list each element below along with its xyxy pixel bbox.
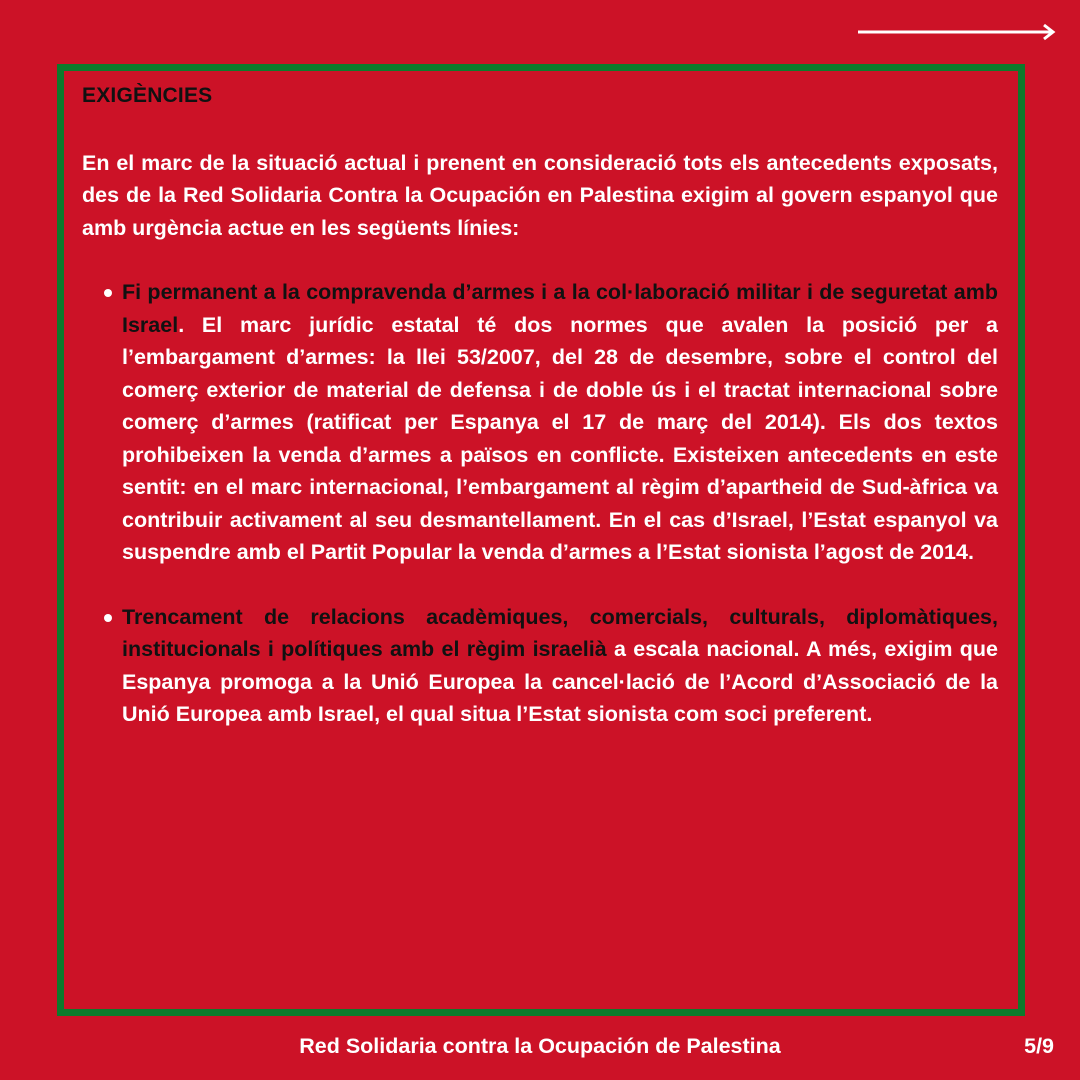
- bullet-icon: [104, 289, 112, 297]
- arrow-right-icon[interactable]: [858, 22, 1058, 42]
- list-item: [82, 601, 998, 731]
- demand-title: Trencament de relacions acadèmiques, comercials, culturals, diplomàtiques, institucionals i polítiques amb el règim israelià: [122, 604, 998, 661]
- intro-paragraph: En el marc de la situació actual i prenent en consideració tots els antecedents exposats, des de la Red Solidaria Contra la Ocupación en Palestina exigim al govern espanyol que amb urgència actue en les següents línies:: [82, 150, 998, 240]
- list-item: [82, 276, 998, 569]
- demand-body: a escala nacional. A més, exigim que Espanya promoga a la Unió Europea la cancel·lació de l’Acord d’Associació de la Unió Europea amb Israel, el qual situa l’Estat sionista com soci preferent.: [122, 637, 999, 726]
- demands-list: [82, 276, 998, 731]
- bullet-icon: [104, 614, 112, 622]
- demand-title: Fi permanent a la compravenda d’armes i a la col·laboració militar i de seguretat amb Israel: [122, 280, 998, 337]
- page-indicator: 5/9: [1024, 1034, 1054, 1058]
- demand-body: . El marc jurídic estatal té dos normes que avalen la posició per a l’embargament d’armes: la llei 53/2007, del 28 de desembre, sobre el control del comerç exterior de material de defensa i de doble ús i el tractat internacional sobre comerç d’armes (ratificat per Espanya el 17 de març del 2014). Els dos textos prohibeixen la venda d’armes a països en conflicte. Existeixen antecedents en este sentit: en el marc internacional, l’embargament al règim d’apartheid de Sud-àfrica va contribuir activament al seu desmantellament. En el cas d’Israel, l’Estat espanyol va suspendre amb el Partit Popular la venda d’armes a l’Estat sionista l’agost de 2014.: [122, 312, 998, 564]
- section-heading: EXIGÈNCIES: [82, 84, 213, 107]
- footer-organization: Red Solidaria contra la Ocupación de Palestina: [299, 1034, 781, 1058]
- content-area: [82, 80, 998, 763]
